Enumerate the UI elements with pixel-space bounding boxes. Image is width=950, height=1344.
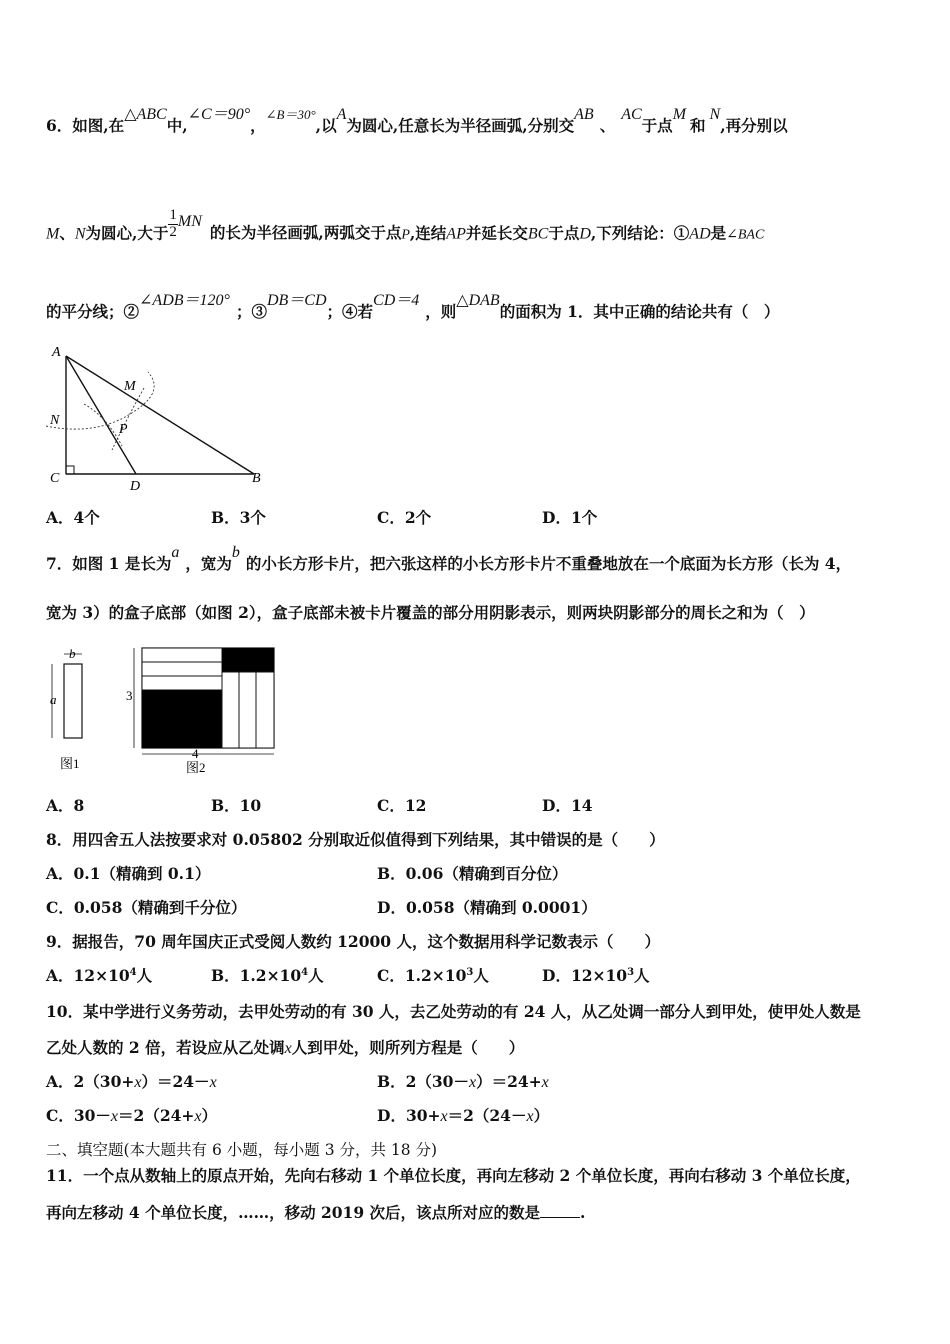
q7-option-a[interactable]: A．8 [46,796,85,815]
segment-ab [66,356,254,474]
q6-option-b[interactable]: B．3个 [211,508,266,527]
label-4: 4 [192,746,199,761]
figure1-caption: 图1 [60,756,80,771]
figure2-caption: 图2 [186,760,206,775]
q9-stem: 9．据报告，70 周年国庆正式受阅人数约 12000 人，这个数据用科学记数表示（ ） [46,932,660,951]
q9-option-a[interactable]: A．$12\times 10^4$人 [46,966,153,986]
q9-option-b[interactable]: B．$1.2\times 10^4$人 [211,966,324,986]
label-n: N [50,413,60,428]
q6-option-a[interactable]: A．4个 [46,508,100,527]
card-v1 [222,672,239,748]
q7-figure2 [122,644,282,778]
q8-option-a[interactable]: A．0.1（精确到 0.1） [46,864,211,883]
card-h2 [142,662,222,676]
q6-triangle-figure [44,342,284,494]
label-b: B [252,471,261,486]
q8-option-d[interactable]: D．0.058（精确到 0.0001） [377,898,597,917]
label-a: a [50,692,57,707]
label-b: b [69,646,76,661]
shaded-region-left [142,690,222,748]
q10-line1: 10．某中学进行义务劳动，去甲处劳动的有 30 人，去乙处劳动的有 24 人，从乙处调一部分人到甲处，使甲处人数是 [46,1002,861,1021]
section2-heading: 二、填空题(本大题共有 6 小题，每小题 3 分，共 18 分) [46,1141,438,1159]
q10-option-c[interactable]: C．30－x＝2（24+x） [46,1106,217,1125]
q10-option-a[interactable]: A．2（30+x）＝24－x [46,1072,217,1091]
card-v3 [256,672,274,748]
q10-line2: 乙处人数的 2 倍，若设应从乙处调x人到甲处，则所列方程是（ ） [46,1038,525,1057]
q7-option-d[interactable]: D．14 [542,796,593,815]
card-h1 [142,648,222,662]
label-3: 3 [126,688,133,703]
card-rectangle [64,664,82,738]
label-a: A [52,345,61,360]
card-h3 [142,676,222,690]
q6-line2: M、N为圆心,大于 $\frac{1}{2}$ MN的长为半径画弧,两弧交于点P,连结AP并延长交BC于点D,下列结论：①AD是∠BAC [46,207,765,243]
q10-option-b[interactable]: B．2（30－x）＝24+x [377,1072,549,1091]
segment-ad [66,356,136,474]
card-v2 [239,672,256,748]
label-p: P [119,422,128,437]
q8-stem: 8．用四舍五人法按要求对 0.05802 分别取近似值得到下列结果，其中错误的是（ ） [46,830,665,849]
q11-line1: 11．一个点从数轴上的原点开始，先向右移动 1 个单位长度，再向左移动 2 个单位长度，再向右移动 3 个单位长度， [46,1166,861,1185]
q6-option-c[interactable]: C．2个 [377,508,432,527]
q7-figure1 [44,644,104,774]
answer-blank[interactable] [540,1216,580,1218]
right-angle-mark [66,466,74,474]
q6-line1: 6．如图,在△ABC中,∠C＝90°，$^{\angle B=30^\circ}$,以A为圆心,任意长为半径画弧,分别交AB、AC于点M和N,再分别以 [46,106,788,135]
label-m: M [124,379,136,394]
label-d: D [130,479,141,494]
fraction-one-half: $\frac{1}{2}$ [169,207,177,240]
label-c: C [50,471,60,486]
shaded-region-right [222,648,274,672]
q9-option-d[interactable]: D．$12\times 10^3$人 [542,966,650,986]
q6-option-d[interactable]: D．1个 [542,508,598,527]
q8-option-b[interactable]: B．0.06（精确到百分位） [377,864,568,883]
q7-line2: 宽为 3）的盒子底部（如图 2），盒子底部未被卡片覆盖的部分用阴影表示，则两块阴影部分的周长之和为（ ） [46,603,815,622]
q9-option-c[interactable]: C．$1.2\times 10^3$人 [377,966,489,986]
q11-line2: 再向左移动 4 个单位长度，……，移动 2019 次后，该点所对应的数是 . [46,1203,586,1222]
q7-option-c[interactable]: C．12 [377,796,427,815]
q7-option-b[interactable]: B．10 [211,796,262,815]
q6-line3: 的平分线；②∠ADB＝120°；③DB＝CD；④若CD＝4，则△DAB的面积为 1．其中正确的结论共有（ ） [46,292,780,321]
q8-option-c[interactable]: C．0.058（精确到千分位） [46,898,247,917]
q7-line1: 7．如图 1 是长为a，宽为b的小长方形卡片，把六张这样的小长方形卡片不重叠地放在一个底面为长方形（长为 4， [46,544,852,573]
q10-option-d[interactable]: D．30+x＝2（24－x） [377,1106,550,1125]
